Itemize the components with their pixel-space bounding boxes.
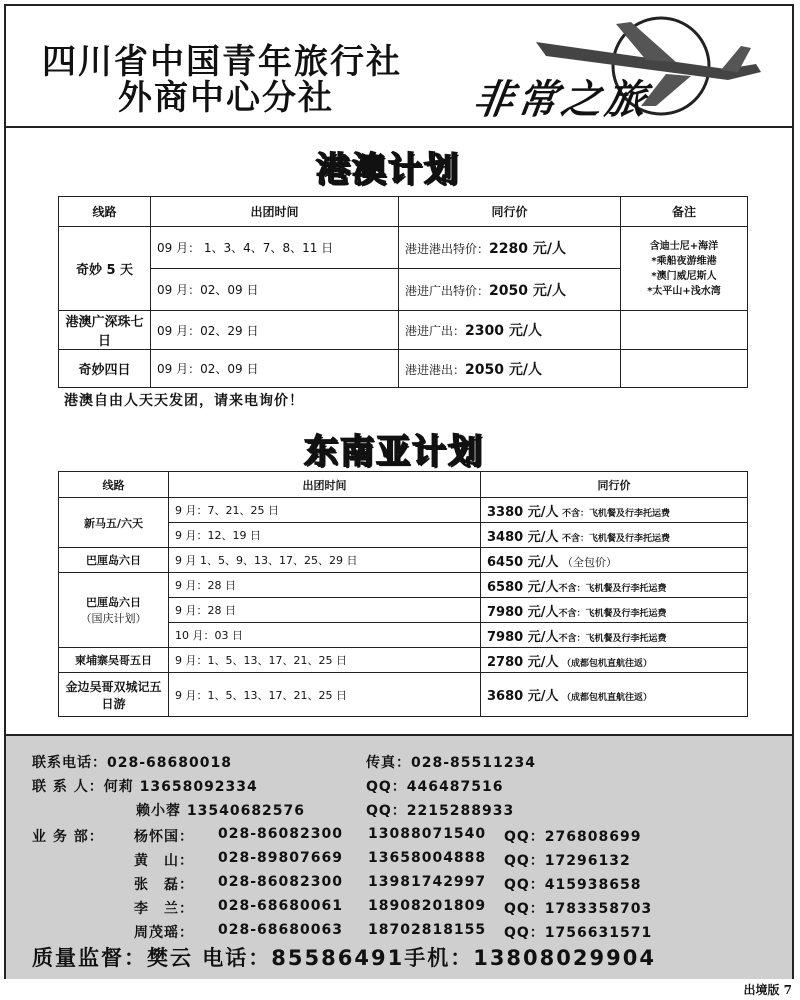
hk-macau-table <box>58 196 748 388</box>
table-header-row <box>59 197 748 227</box>
table-row <box>59 548 748 573</box>
col-date: 出团时间 <box>169 472 481 498</box>
contact-phone: 联系电话：028-68680018 <box>32 755 232 771</box>
dept-label: 业 务 部： <box>32 829 104 845</box>
col-route: 线路 <box>59 472 169 498</box>
date-cell: 9 月：28 日 <box>169 573 481 598</box>
staff-qq: QQ：1783358703 <box>504 901 653 917</box>
table-row <box>59 573 748 598</box>
remarks-cell: 含迪士尼+海洋 *乘船夜游维港 *澳门威尼斯人 *太平山+浅水湾 <box>621 227 748 311</box>
page-frame <box>4 4 794 979</box>
date-cell: 09 月： 1、3、4、7、8、11 日 <box>151 227 399 269</box>
contact-person-2: 赖小蓉 13540682576 <box>136 803 306 819</box>
hk-macau-title: 港澳计划 <box>316 150 460 190</box>
table-header-row <box>59 472 748 498</box>
sea-table <box>58 471 748 717</box>
price-cell: 6580 元/人不含：飞机餐及行李托运费 <box>481 573 748 598</box>
hk-macau-note: 港澳自由人天天发团，请来电询价！ <box>64 393 304 409</box>
price-cell: 港进广出特价：2050 元/人 <box>399 269 621 311</box>
table-row <box>59 311 748 350</box>
contact-person-1: 联 系 人：何莉 13658092334 <box>32 779 258 795</box>
table-row <box>59 673 748 717</box>
date-cell: 9 月：12、19 日 <box>169 523 481 548</box>
price-cell: 港进广出：2300 元/人 <box>399 311 621 350</box>
quality-supervision: 质量监督：樊云 电话：85586491手机：13808029904 <box>32 946 656 970</box>
price-cell: 港进港出：2050 元/人 <box>399 350 621 388</box>
col-route: 线路 <box>59 197 151 227</box>
col-remarks: 备注 <box>621 197 748 227</box>
staff-name: 李 兰： <box>134 901 194 917</box>
price-cell: 7980 元/人不含：飞机餐及行李托运费 <box>481 598 748 623</box>
date-cell: 09 月：02、09 日 <box>151 350 399 388</box>
route-cell: 巴厘岛六日 （国庆计划） <box>59 573 169 648</box>
table-row <box>59 648 748 673</box>
staff-qq: QQ：17296132 <box>504 853 631 869</box>
col-date: 出团时间 <box>151 197 399 227</box>
date-cell: 09 月：02、09 日 <box>151 269 399 311</box>
route-cell: 新马五/六天 <box>59 498 169 548</box>
price-cell: 3480 元/人 不含：飞机餐及行李托运费 <box>481 523 748 548</box>
staff-mobile: 18702818155 <box>368 922 487 938</box>
staff-name: 张 磊： <box>134 877 194 893</box>
price-cell: 3380 元/人 不含：飞机餐及行李托运费 <box>481 498 748 523</box>
staff-mobile: 13658004888 <box>368 850 487 866</box>
staff-tel: 028-86082300 <box>218 874 343 890</box>
slogan: 非常之旅 <box>470 76 653 123</box>
table-row <box>59 350 748 388</box>
route-cell: 奇妙 5 天 <box>59 227 151 311</box>
contact-person-2-qq: QQ：2215288933 <box>366 803 515 819</box>
date-cell: 09 月：02、29 日 <box>151 311 399 350</box>
staff-name: 周茂瑶： <box>134 925 194 941</box>
date-cell: 9 月：28 日 <box>169 598 481 623</box>
table-row <box>59 227 748 269</box>
header <box>6 6 792 128</box>
staff-mobile: 13088071540 <box>368 826 487 842</box>
contact-panel <box>6 734 792 979</box>
remarks-cell <box>621 350 748 388</box>
route-cell: 巴厘岛六日 <box>59 548 169 573</box>
company-name-line1: 四川省中国青年旅行社 <box>42 42 402 82</box>
price-cell: 港进港出特价：2280 元/人 <box>399 227 621 269</box>
date-cell: 10 月：03 日 <box>169 623 481 648</box>
route-cell: 金边吴哥双城记五日游 <box>59 673 169 717</box>
staff-name: 杨怀国： <box>134 829 194 845</box>
staff-tel: 028-68680061 <box>218 898 343 914</box>
sea-title: 东南亚计划 <box>304 432 484 472</box>
date-cell: 9 月：7、21、25 日 <box>169 498 481 523</box>
price-cell: 6450 元/人 （全包价） <box>481 548 748 573</box>
contact-person-1-qq: QQ：446487516 <box>366 779 504 795</box>
staff-tel: 028-68680063 <box>218 922 343 938</box>
date-cell: 9 月：1、5、13、17、21、25 日 <box>169 648 481 673</box>
col-price: 同行价 <box>399 197 621 227</box>
route-cell: 奇妙四日 <box>59 350 151 388</box>
staff-name: 黄 山： <box>134 853 194 869</box>
date-cell: 9 月 1、5、9、13、17、25、29 日 <box>169 548 481 573</box>
col-price: 同行价 <box>481 472 748 498</box>
staff-qq: QQ：276808699 <box>504 829 642 845</box>
company-name-line2: 外商中心分社 <box>118 78 334 118</box>
price-cell: 2780 元/人 （成都包机直航往返） <box>481 648 748 673</box>
table-row <box>59 498 748 523</box>
staff-tel: 028-86082300 <box>218 826 343 842</box>
route-cell: 柬埔寨吴哥五日 <box>59 648 169 673</box>
staff-qq: QQ：1756631571 <box>504 925 653 941</box>
staff-mobile: 18908201809 <box>368 898 487 914</box>
date-cell: 9 月：1、5、13、17、21、25 日 <box>169 673 481 717</box>
contact-fax: 传真：028-85511234 <box>366 755 536 771</box>
page-label: 出境版 7 <box>743 983 792 997</box>
route-cell: 港澳广深珠七日 <box>59 311 151 350</box>
staff-qq: QQ：415938658 <box>504 877 642 893</box>
staff-mobile: 13981742997 <box>368 874 487 890</box>
staff-tel: 028-89807669 <box>218 850 343 866</box>
price-cell: 7980 元/人不含：飞机餐及行李托运费 <box>481 623 748 648</box>
price-cell: 3680 元/人 （成都包机直航往返） <box>481 673 748 717</box>
remarks-cell <box>621 311 748 350</box>
